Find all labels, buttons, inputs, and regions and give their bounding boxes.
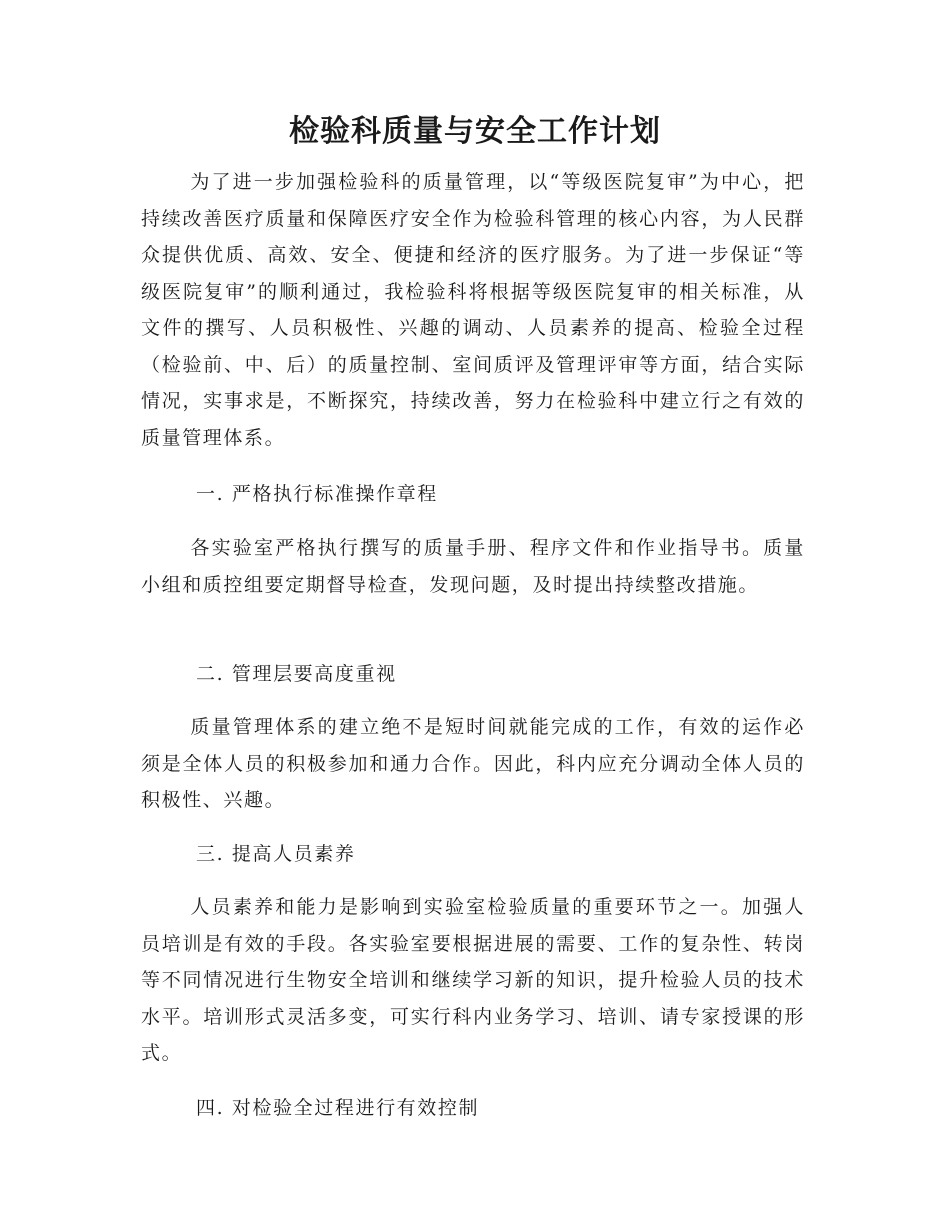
section-heading-4: 四. 对检验全过程进行有效控制 [196, 1097, 480, 1119]
section-body-3: 人员素养和能力是影响到实验室检验质量的重要环节之一。加强人员培训是有效的手段。各实验室要根据进展的需要、工作的复杂性、转岗等不同情况进行生物安全培训和继续学习新的知识，提升检验人员的技术水平。培训形式灵活多变，可实行科内业务学习、培训、请专家授课的形式。 [141, 896, 805, 1064]
section-heading-3: 三. 提高人员素养 [196, 843, 356, 865]
document-title: 检验科质量与安全工作计划 [289, 114, 661, 149]
section-heading-2: 二. 管理层要高度重视 [196, 663, 397, 685]
intro-paragraph: 为了进一步加强检验科的质量管理，以“等级医院复审”为中心，把持续改善医疗质量和保障医疗安全作为检验科管理的核心内容，为人民群众提供优质、高效、安全、便捷和经济的医疗服务。为了进一步保证“等级医院复审”的顺利通过，我检验科将根据等级医院复审的相关标准，从文件的撰写、人员积极性、兴趣的调动、人员素养的提高、检验全过程（检验前、中、后）的质量控制、室间质评及管理评审等方面，结合实际情况，实事求是，不断探究，持续改善，努力在检验科中建立行之有效的质量管理体系。 [141, 171, 805, 449]
section-heading-1: 一. 严格执行标准操作章程 [196, 483, 438, 505]
section-body-1: 各实验室严格执行撰写的质量手册、程序文件和作业指导书。质量小组和质控组要定期督导检查，发现问题，及时提出持续整改措施。 [141, 537, 805, 596]
section-body-2: 质量管理体系的建立绝不是短时间就能完成的工作，有效的运作必须是全体人员的积极参加和通力合作。因此，科内应充分调动全体人员的积极性、兴趣。 [141, 716, 805, 811]
